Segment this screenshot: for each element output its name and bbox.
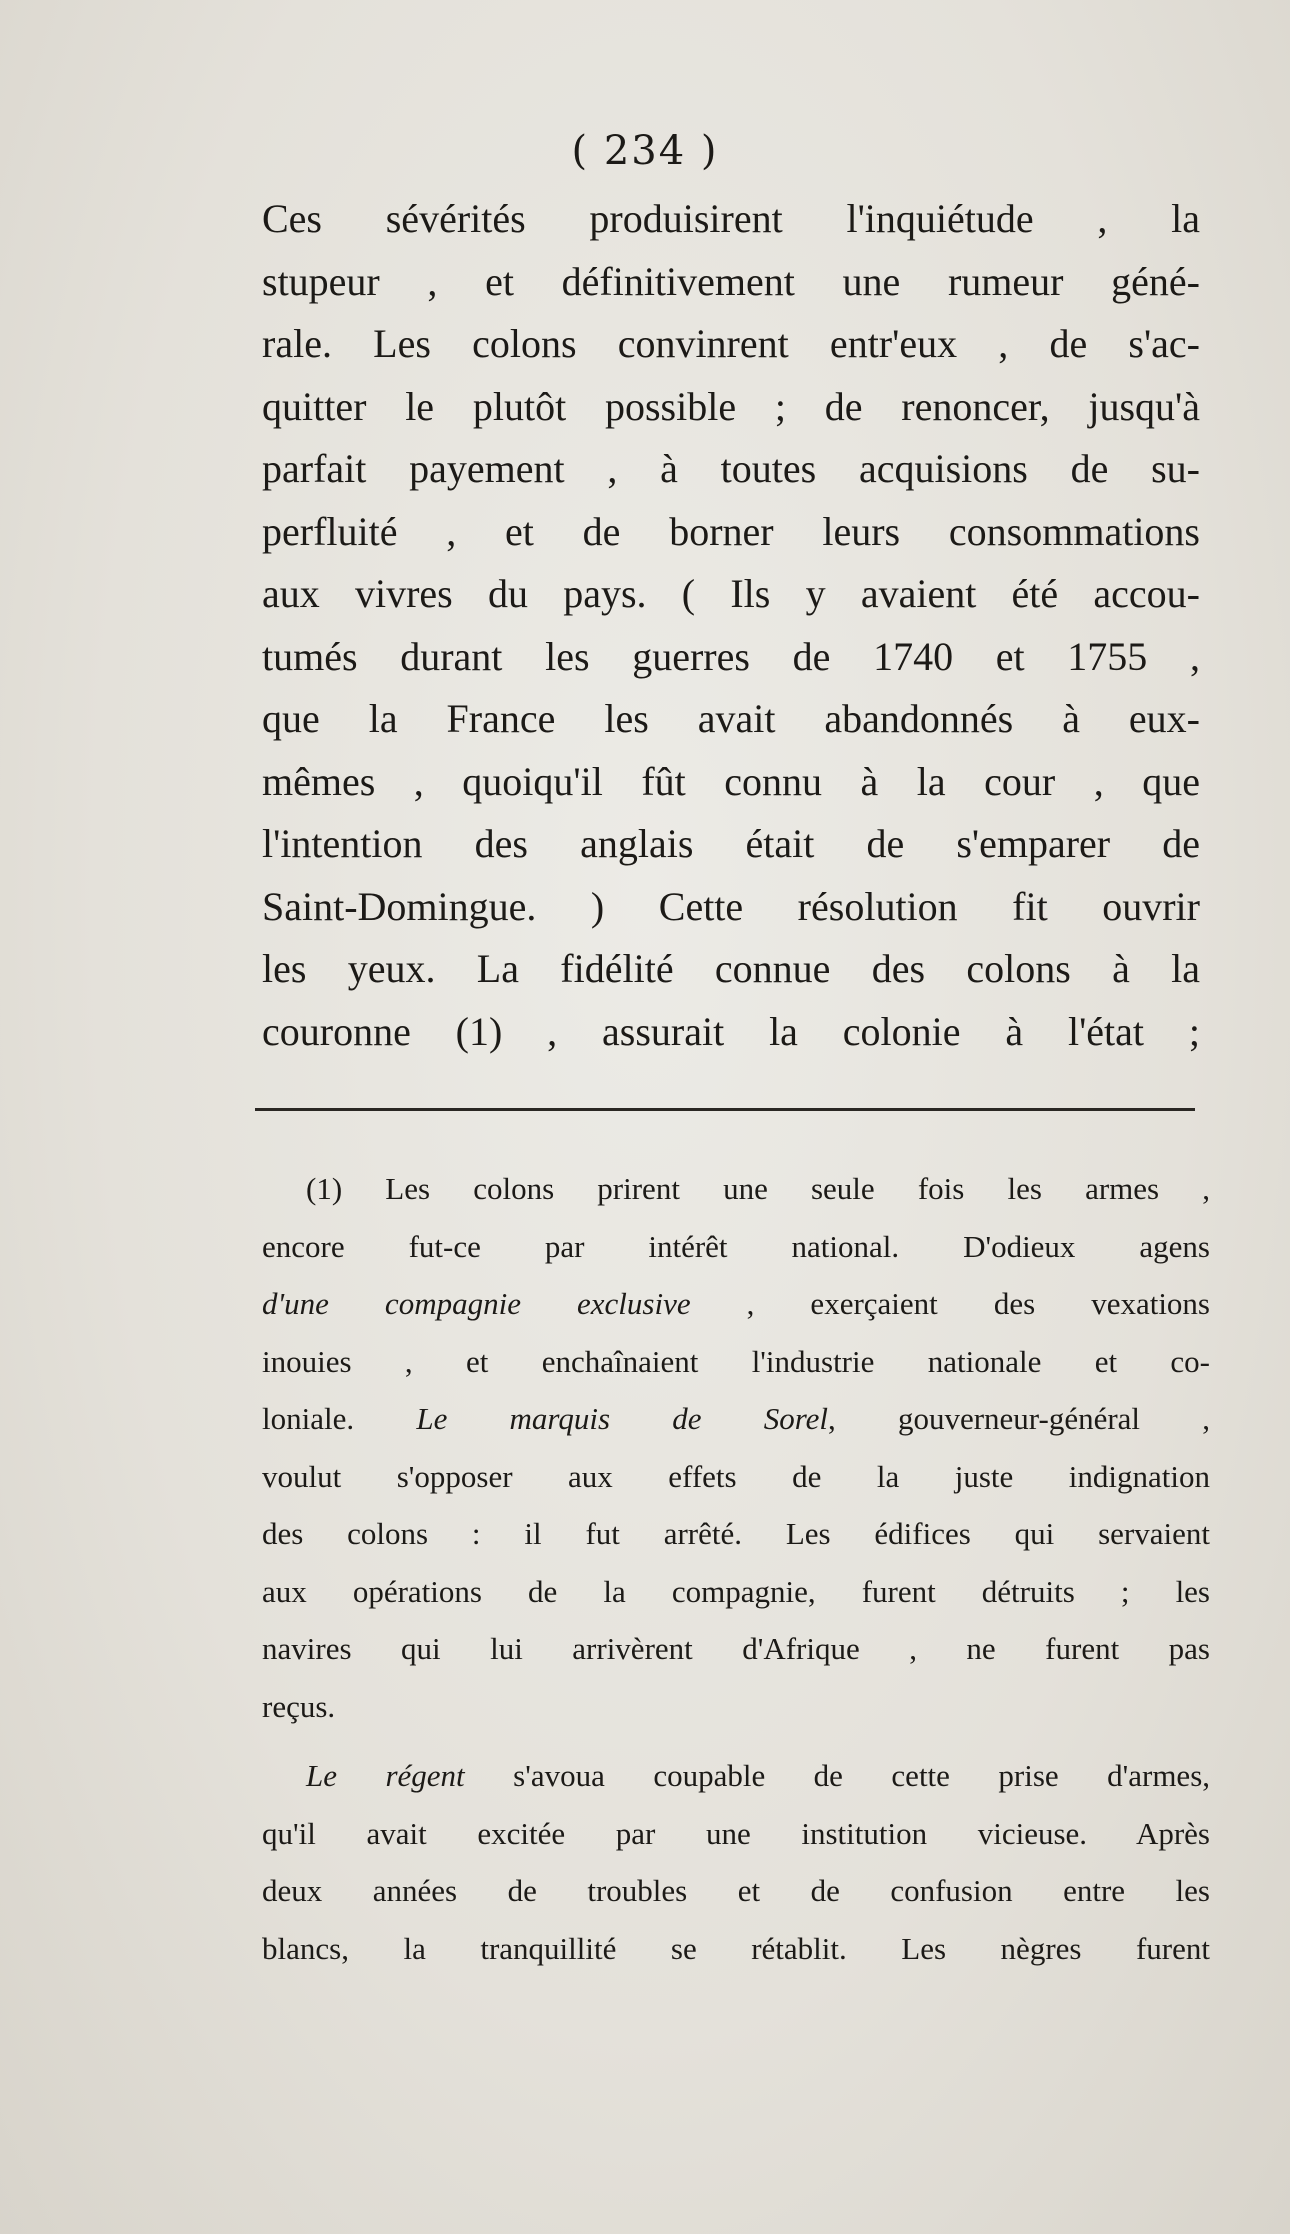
footnote-line: [262, 1747, 1210, 1805]
footnote-text: , gouverneur-général ,: [827, 1401, 1210, 1436]
footnote-line: [262, 1275, 1210, 1333]
paragraph-gap: [262, 1735, 1210, 1747]
main-text-line: quitter le plutôt possible ; de renoncer, jusqu'à: [262, 383, 1200, 429]
footnote-line: reçus.: [262, 1688, 336, 1724]
footnote-line: encore fut-ce par intérêt national. D'odieux agens: [262, 1228, 1210, 1264]
footnote-line: [262, 1390, 1210, 1448]
main-text-line: parfait payement , à toutes acquisions de su-: [262, 446, 1200, 491]
main-text-line: l'intention des anglais était de s'emparer de: [262, 821, 1200, 866]
footnote-text: , exerçaient des vexations: [690, 1286, 1210, 1321]
main-text-line: que la France les avait abandonnés à eux-: [262, 696, 1200, 741]
main-text-line: stupeur , et définitivement une rumeur géné-: [262, 258, 1200, 304]
main-text-block: [262, 188, 1200, 1063]
footnote-line: deux années de troubles et de confusion entre les: [262, 1873, 1210, 1908]
main-text-line: les yeux. La fidélité connue des colons à la: [262, 946, 1200, 991]
footnote-italic-marquis: Le marquis de Sorel: [416, 1401, 828, 1436]
main-text-line: perfluité , et de borner leurs consommations: [262, 508, 1200, 554]
footnote-text: loniale.: [262, 1401, 417, 1436]
footnote-italic-regent: Le régent: [306, 1758, 465, 1793]
footnote-line: qu'il avait excitée par une institution vicieuse. Après: [262, 1815, 1210, 1851]
main-text-line: aux vivres du pays. ( Ils y avaient été accou-: [262, 571, 1200, 616]
footnote-divider: [255, 1108, 1195, 1111]
footnote-line: inouies , et enchaînaient l'industrie nationale et co-: [262, 1343, 1210, 1379]
footnote-line: navires qui lui arrivèrent d'Afrique , ne furent pas: [262, 1631, 1210, 1666]
footnote-line: blancs, la tranquillité se rétablit. Les nègres furent: [262, 1930, 1210, 1966]
footnote-italic-company: d'une compagnie exclusive: [262, 1286, 691, 1321]
main-text-line: couronne (1) , assurait la colonie à l'état ;: [262, 1008, 1200, 1054]
footnote-line: (1) Les colons prirent une seule fois les armes ,: [306, 1171, 1210, 1206]
footnote-line: voulut s'opposer aux effets de la juste indignation: [262, 1458, 1210, 1494]
footnote-line: aux opérations de la compagnie, furent détruits ; les: [262, 1573, 1210, 1609]
main-text-line: Ces sévérités produisirent l'inquiétude , la: [262, 196, 1200, 241]
footnote-line: des colons : il fut arrêté. Les édifices qui servaient: [262, 1516, 1210, 1551]
main-text-line: Saint-Domingue. ) Cette résolution fit ouvrir: [262, 883, 1200, 929]
main-text-line: rale. Les colons convinrent entr'eux , de s'ac-: [262, 321, 1200, 366]
main-text-line: tumés durant les guerres de 1740 et 1755 ,: [262, 633, 1200, 679]
footnote-text: s'avoua coupable de cette prise d'armes,: [464, 1758, 1211, 1793]
main-text-line: mêmes , quoiqu'il fût connu à la cour , que: [262, 758, 1200, 804]
page-number: ( 234 ): [571, 128, 719, 174]
footnote-block: [262, 1160, 1210, 1977]
